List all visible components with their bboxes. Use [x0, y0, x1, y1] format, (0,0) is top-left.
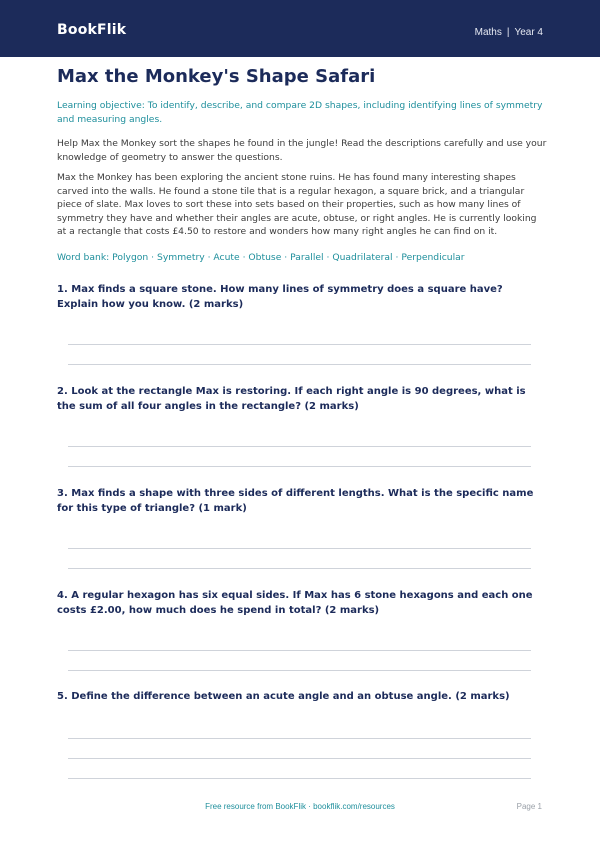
answer-line[interactable] — [68, 758, 531, 759]
answer-line[interactable] — [68, 446, 531, 447]
word-bank: Word bank: Polygon · Symmetry · Acute · Obtuse · Parallel · Quadrilateral · Perpendicular — [57, 252, 465, 263]
answer-line[interactable] — [68, 778, 531, 779]
question-4: 4. A regular hexagon has six equal sides. If Max has 6 stone hexagons and each one costs £2.00, how much does he spend in total? (2 marks) — [57, 590, 533, 616]
page-number: Page 1 — [516, 802, 542, 811]
answer-line[interactable] — [68, 364, 531, 365]
page-title: Max the Monkey's Shape Safari — [57, 66, 376, 87]
subject-year — [475, 27, 543, 38]
answer-line[interactable] — [68, 670, 531, 671]
answer-line[interactable] — [68, 344, 531, 345]
year-label: Year 4 — [514, 27, 543, 38]
question-1: 1. Max finds a square stone. How many lines of symmetry does a square have? Explain how you know. (2 marks) — [57, 284, 503, 310]
answer-line[interactable] — [68, 650, 531, 651]
footer-resource-link[interactable]: Free resource from BookFlik · bookflik.com/resources — [205, 802, 395, 811]
header-bar — [0, 0, 600, 57]
intro-paragraph: Help Max the Monkey sort the shapes he found in the jungle! Read the descriptions carefully and use your knowledge of geometry to answer the questions. — [57, 138, 547, 163]
brand-logo[interactable]: BookFlik — [57, 22, 127, 38]
question-5: 5. Define the difference between an acute angle and an obtuse angle. (2 marks) — [57, 691, 510, 702]
question-2: 2. Look at the rectangle Max is restoring. If each right angle is 90 degrees, what is the sum of all four angles in the rectangle? (2 marks) — [57, 386, 526, 412]
learning-objective: Learning objective: To identify, describe, and compare 2D shapes, including identifying lines of symmetry and measuring angles. — [57, 100, 543, 125]
question-3: 3. Max finds a shape with three sides of different lengths. What is the specific name for this type of triangle? (1 mark) — [57, 488, 534, 514]
answer-line[interactable] — [68, 738, 531, 739]
answer-line[interactable] — [68, 466, 531, 467]
answer-line[interactable] — [68, 548, 531, 549]
story-paragraph: Max the Monkey has been exploring the ancient stone ruins. He has found many interesting shapes carved into the walls. He found a stone tile that is a regular hexagon, a square brick, and a triangular piece of slate. Max loves to sort these into sets based on their properties, such as how many lines of symmetry they have and whether their angles are acute, obtuse, or right angles. He is currently looking at a rectangle that costs £4.50 to restore and wonders how many right angles he can find on it. — [57, 172, 537, 237]
answer-line[interactable] — [68, 568, 531, 569]
subject-label: Maths — [474, 27, 502, 38]
header-separator: | — [506, 27, 510, 38]
